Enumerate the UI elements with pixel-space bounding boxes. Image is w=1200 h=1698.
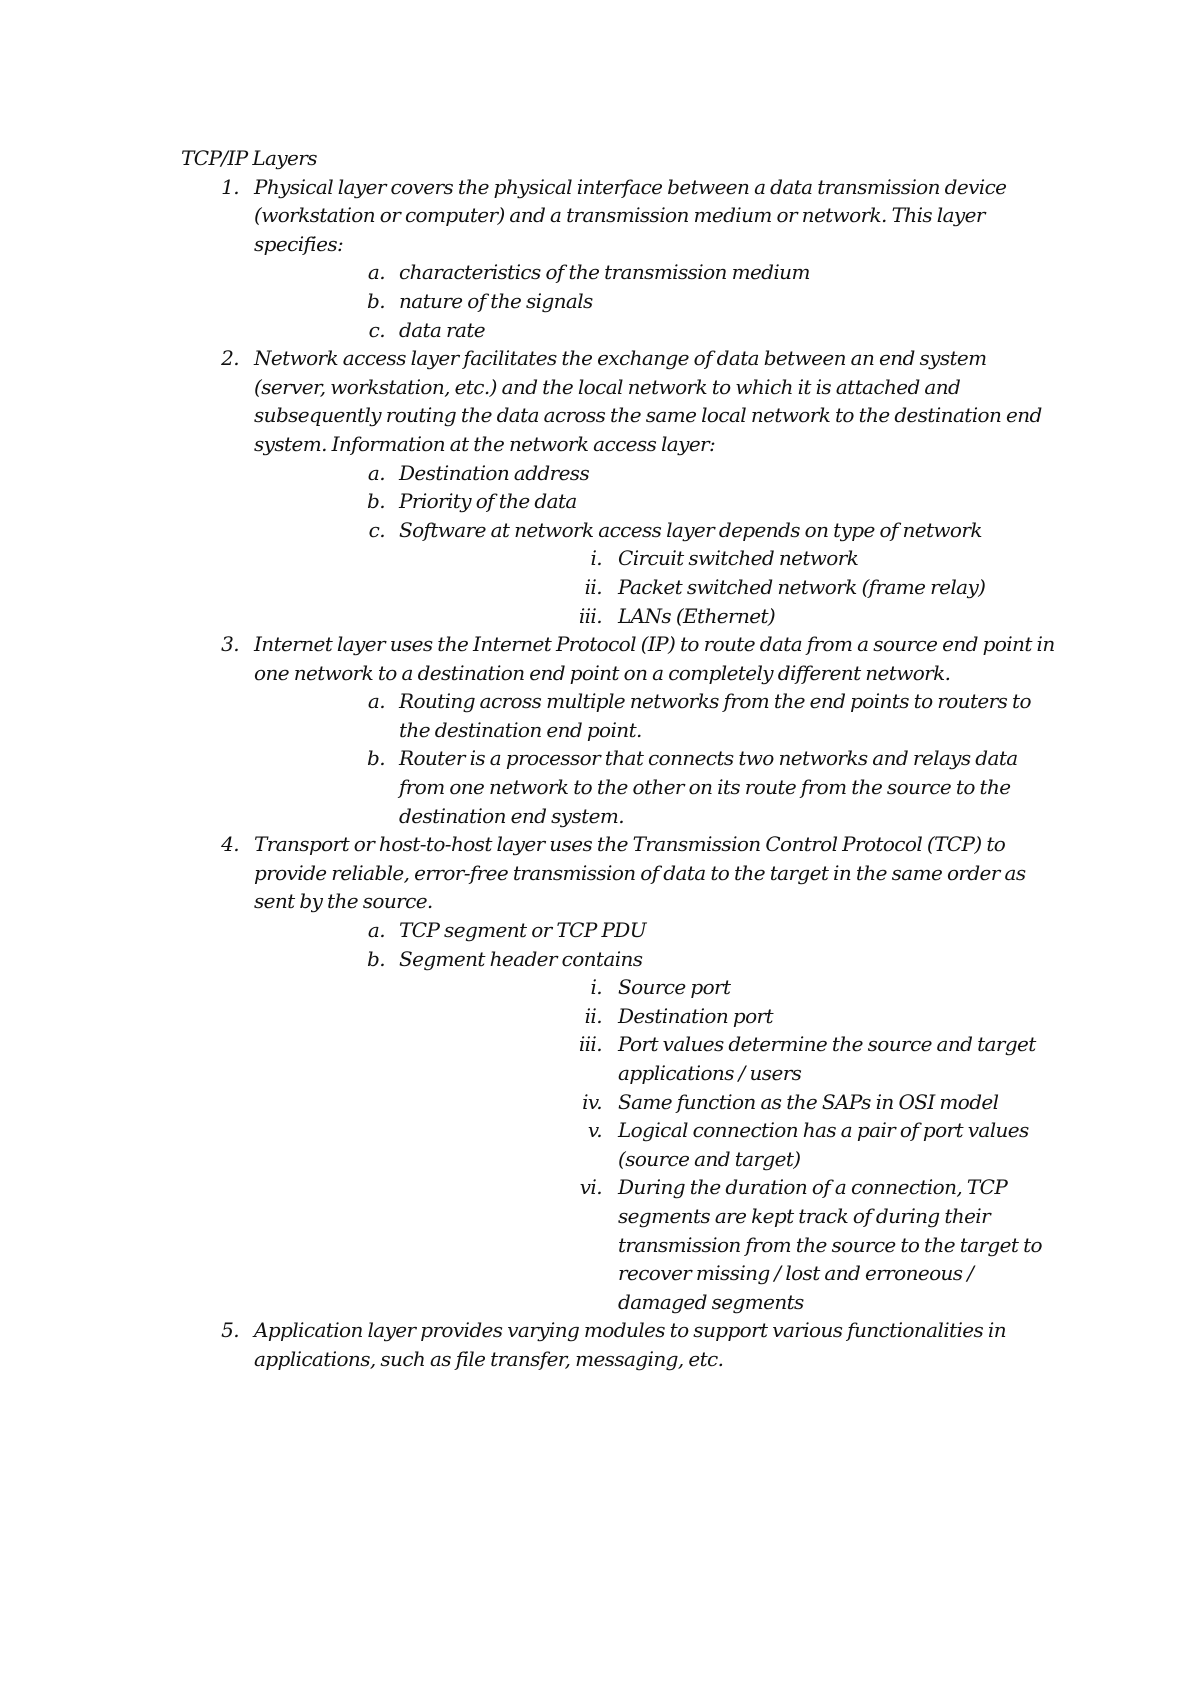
list-marker: 1. xyxy=(221,174,239,199)
list-item-text: Internet layer uses the Internet Protocol (IP) to route data from a source end point in one network to a destination end point on a completely different network. xyxy=(254,632,1055,685)
sub-sub-item xyxy=(399,1116,1061,1173)
layer-item xyxy=(181,344,1061,630)
sub-item xyxy=(254,287,1061,316)
list-item-text: characteristics of the transmission medium xyxy=(399,260,810,285)
list-item-text: Port values determine the source and target applications / users xyxy=(618,1032,1036,1085)
sub-item xyxy=(254,459,1061,488)
sub-item xyxy=(254,516,1061,630)
layer-item xyxy=(181,173,1061,345)
sub-list xyxy=(254,916,1061,1316)
sub-list xyxy=(399,973,1061,1316)
document-title: TCP/IP Layers xyxy=(181,146,317,170)
sub-item xyxy=(254,487,1061,516)
list-item-text: Router is a processor that connects two networks and relays data from one network to the other on its route from the source to the destination end system. xyxy=(399,746,1018,828)
list-marker: a. xyxy=(367,260,385,285)
list-item-text: During the duration of a connection, TCP segments are kept track of during their transmission from the source to the target to recover missing / lost and erroneous / damaged segments xyxy=(618,1175,1042,1314)
list-marker: c. xyxy=(368,517,385,542)
list-item-text: Software at network access layer depends on type of network xyxy=(399,517,982,542)
sub-sub-item xyxy=(399,544,1061,573)
list-marker: 4. xyxy=(221,832,239,857)
list-marker: i. xyxy=(590,975,602,1000)
list-item-text: Circuit switched network xyxy=(618,546,859,571)
list-item-text: Application layer provides varying modules to support various functionalities in applications, such as file transfer, messaging, etc. xyxy=(254,1318,1006,1371)
list-item-text: Destination address xyxy=(399,460,590,485)
layer-item xyxy=(181,1316,1061,1373)
list-marker: 2. xyxy=(221,346,239,371)
sub-sub-item xyxy=(399,1088,1061,1117)
sub-item xyxy=(254,316,1061,345)
document-body xyxy=(181,144,1061,1374)
sub-sub-item xyxy=(399,602,1061,631)
layer-item xyxy=(181,830,1061,1316)
sub-list xyxy=(254,687,1061,830)
list-item-text: Network access layer facilitates the exchange of data between an end system (server, workstation, etc.) and the local network to which it is attached and subsequently routing the data across the same local network to the destination end system. Information at the network access layer: xyxy=(254,346,1042,456)
list-marker: iii. xyxy=(578,1032,602,1057)
list-item-text: Priority of the data xyxy=(399,489,577,514)
list-marker: iv. xyxy=(582,1089,602,1114)
list-item-text: data rate xyxy=(399,317,486,342)
sub-list xyxy=(399,544,1061,630)
list-marker: 5. xyxy=(221,1318,239,1343)
sub-sub-item xyxy=(399,973,1061,1002)
layer-list xyxy=(181,173,1061,1374)
list-marker: iii. xyxy=(578,603,602,628)
list-item-text: Transport or host-to-host layer uses the Transmission Control Protocol (TCP) to provide reliable, error-free transmission of data to the target in the same order as sent by the source. xyxy=(254,832,1026,914)
list-marker: v. xyxy=(587,1118,602,1143)
list-marker: 3. xyxy=(221,632,239,657)
list-item-text: Packet switched network (frame relay) xyxy=(618,574,986,599)
list-marker: b. xyxy=(367,489,385,514)
list-marker: vi. xyxy=(579,1175,602,1200)
layer-item xyxy=(181,630,1061,830)
list-item-text: nature of the signals xyxy=(399,288,593,313)
list-item-text: Same function as the SAPs in OSI model xyxy=(618,1089,999,1114)
sub-item xyxy=(254,916,1061,945)
list-item-text: Destination port xyxy=(618,1003,773,1028)
sub-sub-item xyxy=(399,1173,1061,1316)
list-item-text: Physical layer covers the physical interface between a data transmission device (workstation or computer) and a transmission medium or network. This layer specifies: xyxy=(254,174,1007,256)
list-item-text: Segment header contains xyxy=(399,946,643,971)
list-item-text: LANs (Ethernet) xyxy=(618,603,776,628)
list-item-text: Source port xyxy=(618,975,731,1000)
sub-item xyxy=(254,258,1061,287)
sub-list xyxy=(254,459,1061,631)
list-marker: c. xyxy=(368,317,385,342)
list-marker: i. xyxy=(590,546,602,571)
list-marker: a. xyxy=(367,460,385,485)
list-marker: b. xyxy=(367,288,385,313)
sub-list xyxy=(254,258,1061,344)
sub-item xyxy=(254,687,1061,744)
list-marker: b. xyxy=(367,746,385,771)
list-marker: ii. xyxy=(584,574,602,599)
sub-sub-item xyxy=(399,1030,1061,1087)
sub-item xyxy=(254,945,1061,1317)
list-item-text: Routing across multiple networks from the end points to routers to the destination end point. xyxy=(399,689,1031,742)
sub-sub-item xyxy=(399,1002,1061,1031)
list-marker: ii. xyxy=(584,1003,602,1028)
list-marker: a. xyxy=(367,689,385,714)
list-item-text: TCP segment or TCP PDU xyxy=(399,918,646,943)
list-marker: b. xyxy=(367,946,385,971)
list-item-text: Logical connection has a pair of port values (source and target) xyxy=(618,1118,1029,1171)
sub-sub-item xyxy=(399,573,1061,602)
sub-item xyxy=(254,744,1061,830)
list-marker: a. xyxy=(367,918,385,943)
